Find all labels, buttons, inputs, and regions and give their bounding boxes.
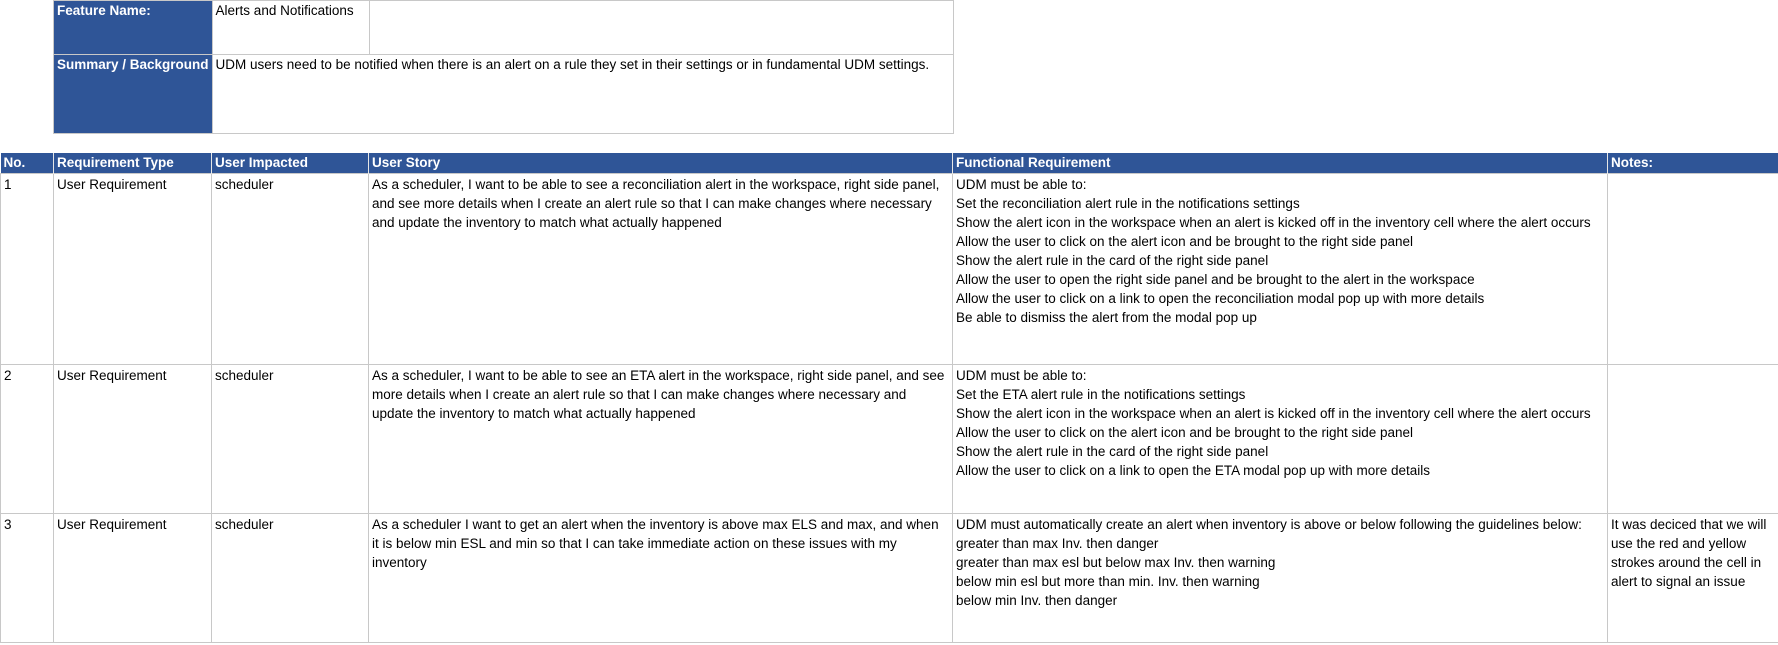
header-user-impacted[interactable]: User Impacted <box>212 153 369 174</box>
functional-line: Set the ETA alert rule in the notifications settings <box>956 387 1246 402</box>
table-row <box>1 365 1778 514</box>
cell-user-impacted[interactable]: scheduler <box>212 514 369 643</box>
functional-line: UDM must automatically create an alert when inventory is above or below following the guidelines below: <box>956 517 1582 532</box>
requirements-table <box>0 153 1778 643</box>
functional-line: Allow the user to click on a link to open the ETA modal pop up with more details <box>956 463 1431 478</box>
functional-line: greater than max Inv. then danger <box>956 536 1159 551</box>
functional-line: UDM must be able to: <box>956 177 1087 192</box>
cell-no[interactable]: 3 <box>1 514 54 643</box>
functional-line: Set the reconciliation alert rule in the notifications settings <box>956 196 1300 211</box>
functional-line: Show the alert icon in the workspace when an alert is kicked off in the inventory cell where the alert occurs <box>956 215 1591 230</box>
cell-functional-requirement[interactable] <box>953 514 1608 643</box>
functional-line: Show the alert rule in the card of the right side panel <box>956 444 1269 459</box>
header-no[interactable]: No. <box>1 153 54 174</box>
functional-line: Show the alert rule in the card of the right side panel <box>956 253 1269 268</box>
cell-no[interactable]: 1 <box>1 174 54 365</box>
feature-name-empty-cell[interactable] <box>369 1 953 55</box>
cell-user-story[interactable]: As a scheduler I want to get an alert when the inventory is above max ELS and max, and when it is below min ESL and min so that I can take immediate action on these issues with my inventory <box>369 514 953 643</box>
header-user-story[interactable]: User Story <box>369 153 953 174</box>
cell-user-story[interactable]: As a scheduler, I want to be able to see an ETA alert in the workspace, right side panel, and see more details when I create an alert rule so that I can make changes where necessary and update the inventory to match what actually happened <box>369 365 953 514</box>
feature-name-value[interactable]: Alerts and Notifications <box>212 1 369 55</box>
cell-notes[interactable] <box>1608 365 1778 514</box>
functional-line: Be able to dismiss the alert from the modal pop up <box>956 310 1257 325</box>
functional-line: Allow the user to click on the alert icon and be brought to the right side panel <box>956 425 1414 440</box>
table-row <box>1 514 1778 643</box>
functional-line: below min esl but more than min. Inv. then warning <box>956 574 1260 589</box>
header-row <box>1 153 1778 174</box>
cell-functional-requirement[interactable] <box>953 365 1608 514</box>
functional-line: below min Inv. then danger <box>956 593 1118 608</box>
functional-line: UDM must be able to: <box>956 368 1087 383</box>
feature-name-row <box>54 1 954 55</box>
functional-line: Allow the user to open the right side panel and be brought to the alert in the workspace <box>956 272 1475 287</box>
functional-line: Allow the user to click on a link to open the reconciliation modal pop up with more details <box>956 291 1485 306</box>
summary-value[interactable]: UDM users need to be notified when there is an alert on a rule they set in their settings or in fundamental UDM settings. <box>212 55 953 134</box>
cell-requirement-type[interactable]: User Requirement <box>54 365 212 514</box>
header-notes[interactable]: Notes: <box>1608 153 1778 174</box>
summary-label[interactable]: Summary / Background <box>54 55 213 134</box>
feature-name-label[interactable]: Feature Name: <box>54 1 213 55</box>
cell-requirement-type[interactable]: User Requirement <box>54 174 212 365</box>
header-requirement-type[interactable]: Requirement Type <box>54 153 212 174</box>
cell-no[interactable]: 2 <box>1 365 54 514</box>
functional-line: greater than max esl but below max Inv. then warning <box>956 555 1276 570</box>
table-row <box>1 174 1778 365</box>
feature-info-table <box>53 0 954 134</box>
cell-functional-requirement[interactable] <box>953 174 1608 365</box>
cell-user-story[interactable]: As a scheduler, I want to be able to see a reconciliation alert in the workspace, right side panel, and see more details when I create an alert rule so that I can make changes where necessary and update the inventory to match what actually happened <box>369 174 953 365</box>
cell-notes[interactable] <box>1608 174 1778 365</box>
functional-line: Allow the user to click on the alert icon and be brought to the right side panel <box>956 234 1414 249</box>
cell-user-impacted[interactable]: scheduler <box>212 174 369 365</box>
cell-user-impacted[interactable]: scheduler <box>212 365 369 514</box>
functional-line: Show the alert icon in the workspace when an alert is kicked off in the inventory cell where the alert occurs <box>956 406 1591 421</box>
cell-notes[interactable]: It was deciced that we will use the red and yellow strokes around the cell in alert to signal an issue <box>1608 514 1778 643</box>
summary-row <box>54 55 954 134</box>
header-functional-requirement[interactable]: Functional Requirement <box>953 153 1608 174</box>
cell-requirement-type[interactable]: User Requirement <box>54 514 212 643</box>
